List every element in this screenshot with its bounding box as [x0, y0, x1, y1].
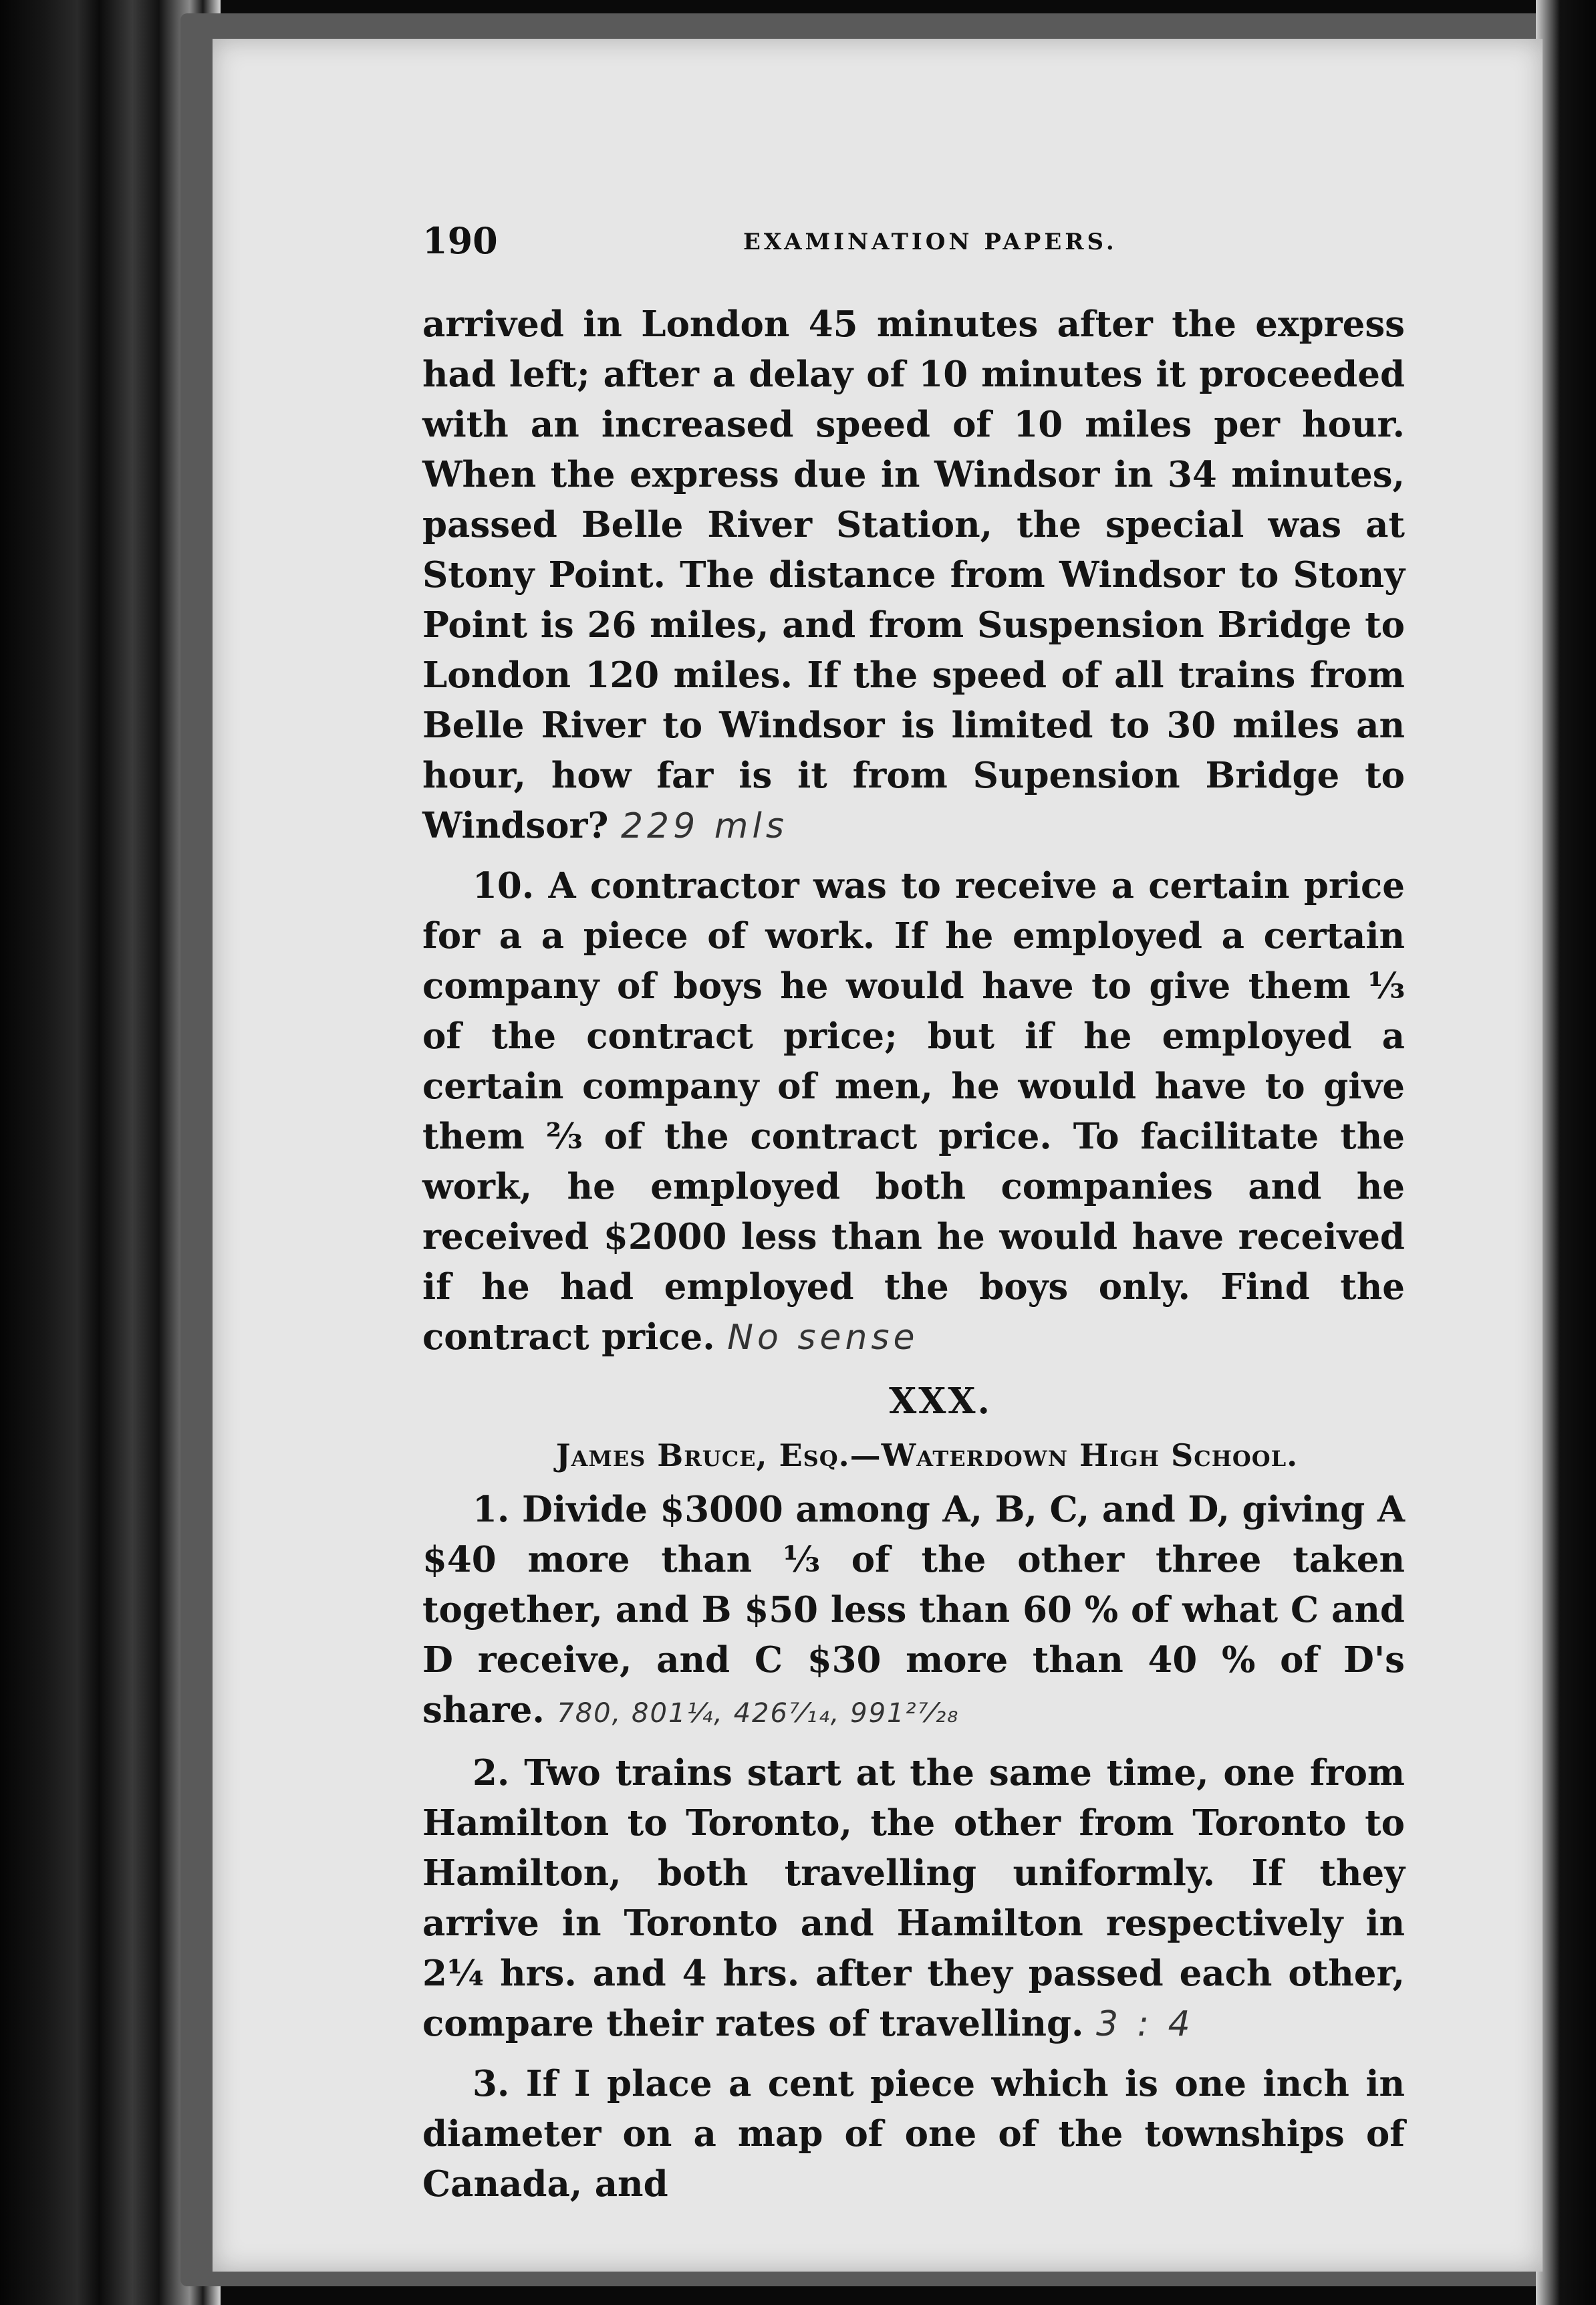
question-number: 2.	[473, 1752, 510, 1794]
question-text: If I place a cent piece which is one inch in diameter on a map of one of the townships of Canada, and	[422, 2063, 1406, 2205]
handwritten-answer: 780, 801¼, 426⁷⁄₁₄, 991²⁷⁄₂₈	[557, 1698, 960, 1729]
page-number: 190	[422, 219, 498, 262]
question-text: Two trains start at the same time, one from Hamilton to Toronto, the other from Toronto to Hamilton, both travelling uniformly. If they arrive in Toronto and Hamilton respectively in 2¼ hrs. and 4 hrs. after they passed each other, compare their rates of travelling.	[422, 1752, 1405, 2044]
section-title: XXX.	[889, 1380, 992, 1422]
question-1	[422, 1485, 1405, 1739]
question-text: A contractor was to receive a certain price for a a piece of work. If he employed a certain company of boys he would have to give them ⅓ of the contract price; but if he employed a certain company of men, he would have to give them ⅔ of the contract price. To facilitate the work, he employed both companies and he received $2000 less than he would have received if he had employed the boys only. Find the contract price.	[422, 865, 1405, 1358]
question-number: 1.	[473, 1489, 510, 1530]
question-text: Divide $3000 among A, B, C, and D, giving A $40 more than ⅓ of the other three taken together, and B $50 less than 60 % of what C and D receive, and C $30 more than 40 % of D's share.	[422, 1489, 1406, 1731]
running-head: EXAMINATION PAPERS.	[743, 229, 1117, 255]
question-10	[422, 861, 1405, 1363]
question-number: 3.	[473, 2063, 510, 2104]
question-number: 10.	[473, 865, 535, 906]
right-page-edge	[1536, 0, 1596, 2305]
question-3	[422, 2059, 1405, 2209]
page-header	[422, 219, 1425, 273]
handwritten-answer: 229 mls	[620, 806, 788, 846]
page-body	[422, 299, 1405, 2219]
continued-paragraph-text: arrived in London 45 minutes after the express had left; after a delay of 10 minutes it proceeded with an increased speed of 10 miles per hour. When the express due in Windsor in 34 minutes, passed Belle River Station, the special was at Stony Point. The distance from Windsor to Stony Point is 26 miles, and from Suspension Bridge to London 120 miles. If the speed of all trains from Belle River to Windsor is limited to 30 miles an hour, how far is it from Supension Bridge to Windsor?	[422, 304, 1405, 846]
continued-paragraph	[422, 299, 1405, 852]
handwritten-answer: No sense	[727, 1318, 919, 1358]
question-2	[422, 1748, 1405, 2050]
section-subtitle: James Bruce, Esq.—Waterdown High School.	[555, 1437, 1299, 1473]
handwritten-answer: 3 : 4	[1095, 2004, 1194, 2044]
